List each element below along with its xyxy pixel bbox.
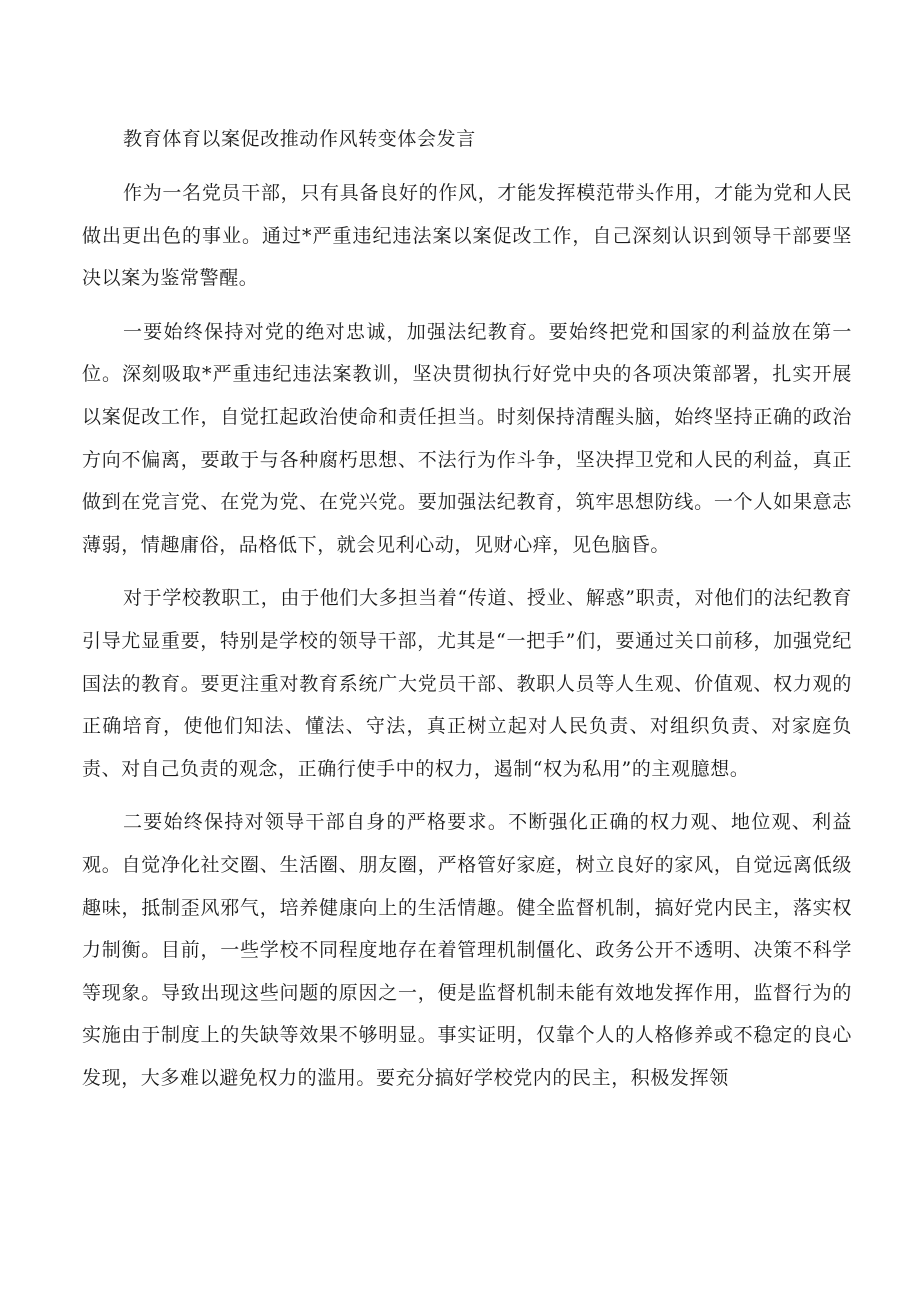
paragraph-school-staff: 对于学校教职工，由于他们大多担当着“传道、授业、解惑”职责，对他们的法纪教育引导尤显重要，特别是学校的领导干部，尤其是“一把手”们，要通过关口前移，加强党纪国法的教育。要更注重对教育系统广大党员干部、教职人员等人生观、价值观、权力观的正确培育，使他们知法、懂法、守法，真正树立起对人民负责、对组织负责、对家庭负责、对自己负责的观念，正确行使手中的权力，遏制“权为私用”的主观臆想。 bbox=[82, 587, 852, 780]
paragraph-intro: 作为一名党员干部，只有具备良好的作风，才能发挥模范带头作用，才能为党和人民做出更出色的事业。通过*严重违纪违法案以案促改工作，自己深刻认识到领导干部要坚决以案为鉴常警醒。 bbox=[82, 182, 852, 290]
document-title: 教育体育以案促改推动作风转变体会发言 bbox=[123, 128, 476, 150]
paragraph-self-discipline: 二要始终保持对领导干部自身的严格要求。不断强化正确的权力观、地位观、利益观。自觉净化社交圈、生活圈、朋友圈，严格管好家庭，树立良好的家风，自觉远离低级趣味，抵制歪风邪气，培养健康向上的生活情趣。健全监督机制，搞好党内民主，落实权力制衡。目前，一些学校不同程度地存在着管理机制僵化、政务公开不透明、决策不科学等现象。导致出现这些问题的原因之一，便是监督机制未能有效地发挥作用，监督行为的实施由于制度上的失缺等效果不够明显。事实证明，仅靠个人的人格修养或不稳定的良心发现，大多难以避免权力的滥用。要充分搞好学校党内的民主，积极发挥领 bbox=[82, 811, 852, 1089]
document-body bbox=[82, 118, 852, 1099]
paragraph-loyalty: 一要始终保持对党的绝对忠诚，加强法纪教育。要始终把党和国家的利益放在第一位。深刻吸取*严重违纪违法案教训，坚决贯彻执行好党中央的各项决策部署，扎实开展以案促改工作，自觉扛起政治使命和责任担当。时刻保持清醒头脑，始终坚持正确的政治方向不偏离，要敢于与各种腐朽思想、不法行为作斗争，坚决捍卫党和人民的利益，真正做到在党言党、在党为党、在党兴党。要加强法纪教育，筑牢思想防线。一个人如果意志薄弱，情趣庸俗，品格低下，就会见利心动，见财心痒，见色脑昏。 bbox=[82, 320, 852, 556]
